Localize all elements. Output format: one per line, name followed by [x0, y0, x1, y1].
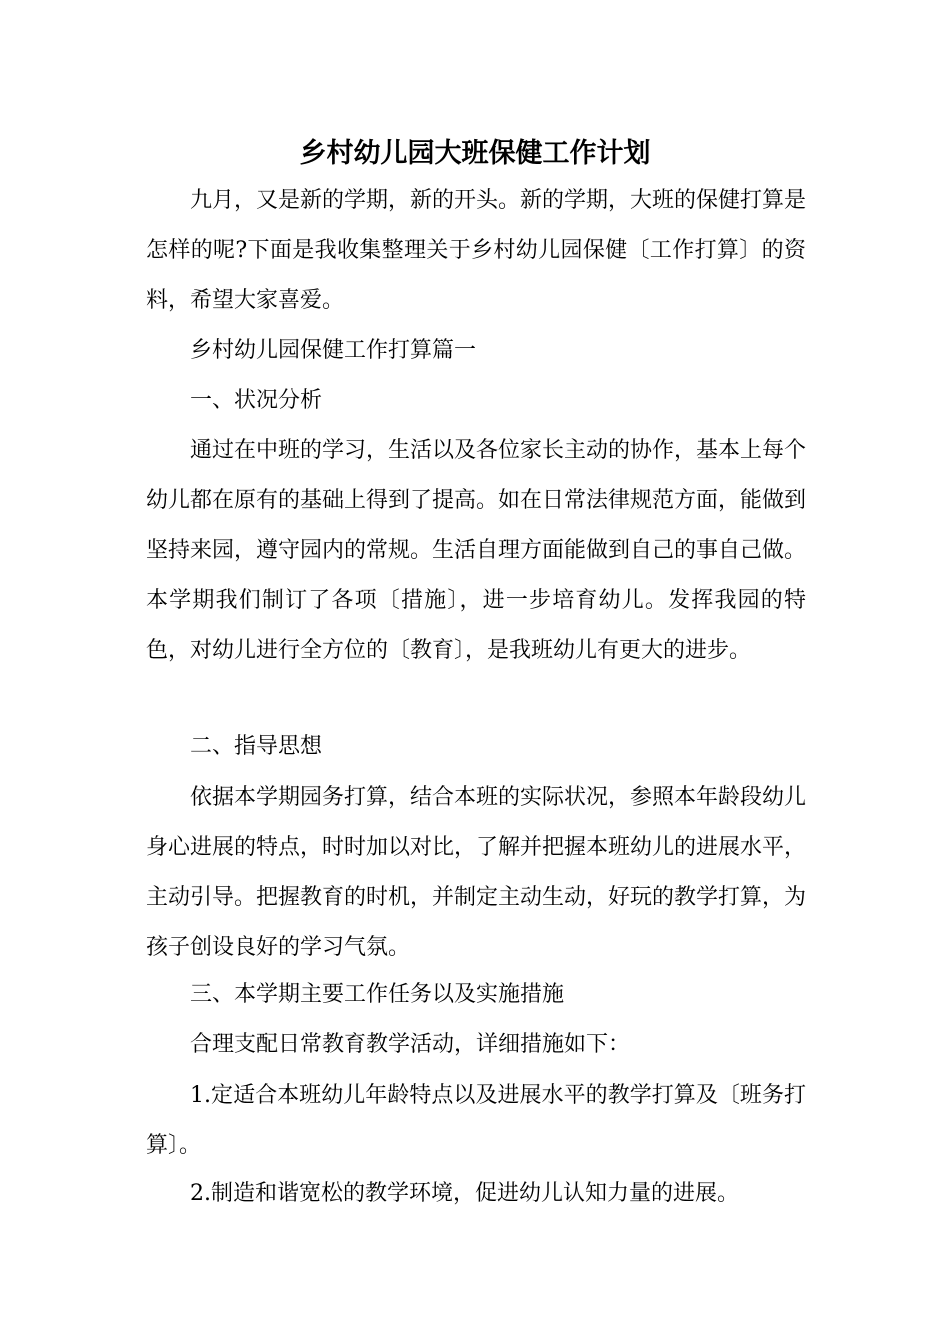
section-subtitle: 乡村幼儿园保健工作打算篇一: [190, 338, 477, 363]
document-title: 乡村幼儿园大班保健工作计划: [299, 138, 651, 169]
task-item-1: 1.定适合本班幼儿年龄特点以及进展水平的教学打算及〔班务打算〕。: [146, 1083, 806, 1158]
heading-main-tasks: 三、本学期主要工作任务以及实施措施: [190, 982, 565, 1007]
heading-guiding-ideology: 二、指导思想: [190, 734, 323, 759]
guiding-ideology-paragraph: 依据本学期园务打算，结合本班的实际状况，参照本年龄段幼儿身心进展的特点，时时加以对比，了解并把握本班幼儿的进展水平，主动引导。把握教育的时机，并制定主动生动，好玩的教学打算，为孩子创设良好的学习气氛。: [146, 785, 807, 960]
intro-paragraph: 九月，又是新的学期，新的开头。新的学期，大班的保健打算是怎样的呢?下面是我收集整理关于乡村幼儿园保健〔工作打算〕的资料，希望大家喜爱。: [146, 188, 807, 313]
situation-analysis-paragraph: 通过在中班的学习，生活以及各位家长主动的协作，基本上每个幼儿都在原有的基础上得到了提高。如在日常法律规范方面，能做到坚持来园，遵守园内的常规。生活自理方面能做到自己的事自己做。本学期我们制订了各项〔措施〕，进一步培育幼儿。发挥我园的特色，对幼儿进行全方位的〔教育〕，是我班幼儿有更大的进步。: [146, 438, 807, 663]
task-item-2: 2.制造和谐宽松的教学环境，促进幼儿认知力量的进展。: [190, 1181, 739, 1206]
main-tasks-intro: 合理支配日常教育教学活动，详细措施如下：: [190, 1032, 631, 1057]
heading-situation-analysis: 一、状况分析: [190, 388, 323, 413]
